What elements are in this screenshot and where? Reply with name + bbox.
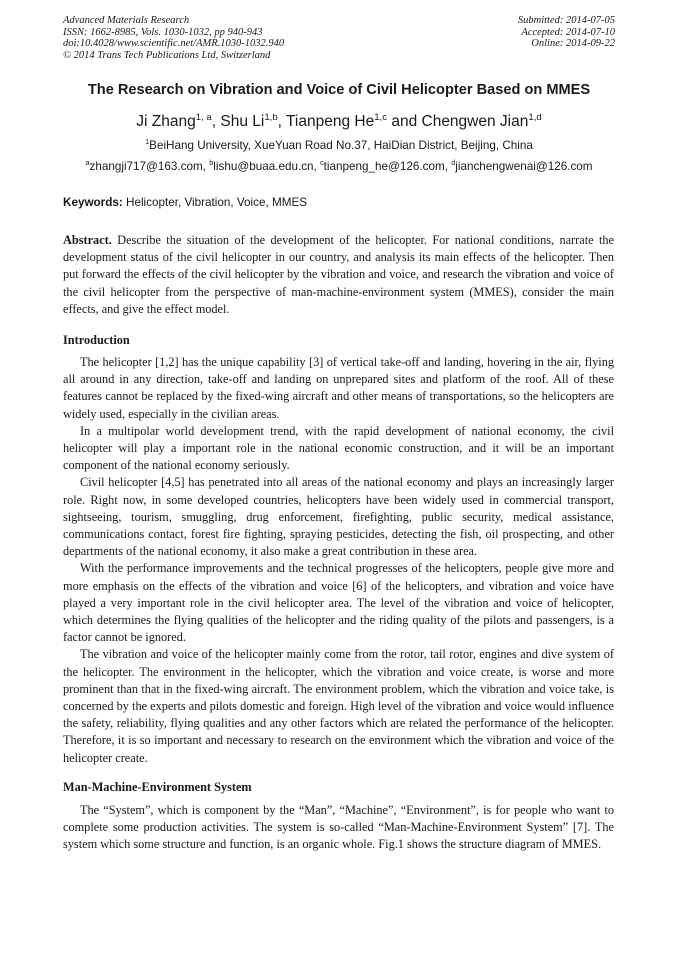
author-name: Chengwen Jian bbox=[421, 113, 529, 130]
author-list bbox=[0, 113, 678, 131]
author-separator: , bbox=[211, 113, 221, 130]
keywords bbox=[63, 196, 307, 209]
affiliation-text: BeiHang University, XueYuan Road No.37, HaiDian District, Beijing, China bbox=[149, 139, 533, 152]
email-address[interactable]: tianpeng_he@126.com bbox=[323, 160, 445, 173]
email-mark: d bbox=[451, 158, 456, 168]
affiliation bbox=[0, 139, 678, 152]
email-list bbox=[0, 160, 678, 173]
introduction-body bbox=[63, 354, 614, 767]
journal-name: Advanced Materials Research bbox=[63, 15, 190, 26]
email-separator: , bbox=[444, 160, 452, 173]
paragraph: The “System”, which is component by the “Man”, “Machine”, “Environment”, is for people who want to complete some production activities. The system is so-called “Man-Machine-Environment System” [7]. The system which some structure and function, is an organic whole. Fig.1 shows the structure diagram of MMES. bbox=[63, 803, 614, 852]
email-mark: a bbox=[85, 158, 90, 168]
email-address[interactable]: zhangji717@163.com bbox=[89, 160, 203, 173]
paragraph: In a multipolar world development trend, with the rapid development of national economy, the civil helicopter will play a important role in the national economic construction, and it will be an important component of the national economy seriously. bbox=[63, 423, 614, 473]
journal-info bbox=[63, 15, 284, 61]
email-separator: , bbox=[202, 160, 210, 173]
abstract-paragraph bbox=[63, 232, 614, 318]
email-address[interactable]: lishu@buaa.edu.cn bbox=[213, 160, 314, 173]
issn-line: ISSN: 1662-8985, Vols. 1030-1032, pp 940-943 bbox=[63, 26, 263, 38]
author-separator: and bbox=[387, 113, 422, 130]
doi-line: doi:10.4028/www.scientific.net/AMR.1030-1032.940 bbox=[63, 38, 285, 49]
email-mark: c bbox=[320, 158, 324, 168]
author-affil-mark: 1, a bbox=[195, 111, 212, 123]
section-heading-introduction: Introduction bbox=[63, 333, 130, 347]
mmes-body bbox=[63, 802, 614, 854]
paragraph: Civil helicopter [4,5] has penetrated into all areas of the national economy and plays an increasingly larger role. Right now, in some developed countries, helicopters have been widely used in commercial transport, sightseeing, tourism, smuggling, drug enforcement, firefighting, public security, medical assistance, communications contact, forest fire fighting, spraying pesticides, detecting the fish, oil prospecting, and other departments of the national economy, it also make a great contribution in these area. bbox=[63, 475, 614, 559]
section-heading-mmes: Man-Machine-Environment System bbox=[63, 780, 252, 794]
author-name: Shu Li bbox=[220, 113, 265, 130]
abstract-label: Abstract. bbox=[63, 233, 112, 247]
dates-info bbox=[518, 15, 615, 50]
author-name: Tianpeng He bbox=[286, 113, 375, 130]
author-affil-mark: 1,b bbox=[264, 111, 278, 123]
email-separator: , bbox=[313, 160, 321, 173]
paragraph: With the performance improvements and the technical progresses of the helicopters, people give more and more emphasis on the effects of the vibration and voice [6] of the helicopters, and vibration and voice have played a very important role in the civil helicopter area. The level of the vibration and voice of helicopter, which determines the flying qualities of the helicopter and the riding quality of the pilots and passengers, is a factor cannot be ignored. bbox=[63, 561, 614, 645]
online-date: Online: 2014-09-22 bbox=[531, 38, 615, 49]
abstract bbox=[63, 232, 614, 318]
email-address[interactable]: jianchengwenai@126.com bbox=[455, 160, 593, 173]
accepted-date: Accepted: 2014-07-10 bbox=[521, 26, 615, 38]
submitted-date: Submitted: 2014-07-05 bbox=[517, 15, 615, 26]
keywords-text: Helicopter, Vibration, Voice, MMES bbox=[122, 196, 308, 209]
author-affil-mark: 1,d bbox=[528, 111, 542, 123]
author-affil-mark: 1,c bbox=[374, 111, 388, 123]
email-mark: b bbox=[209, 158, 214, 168]
author-separator: , bbox=[277, 113, 287, 130]
abstract-text: Describe the situation of the development of the helicopter. For national conditions, narrate the development status of the civil helicopter in our country, and analysis its main effects of the helicopter. Then put forward the effects of the civil helicopter by the vibration and voice, and research the vibration and voice of the civil helicopter from the perspective of man-machine-environment system (MMES), consider the main effects, and give the effect model. bbox=[63, 233, 614, 316]
copyright-line: © 2014 Trans Tech Publications Ltd, Switzerland bbox=[63, 49, 271, 61]
keywords-label: Keywords: bbox=[63, 196, 123, 209]
paragraph: The helicopter [1,2] has the unique capability [3] of vertical take-off and landing, hovering in the air, flying all around in any direction, take-off and landing on unprepared sites and platform of the roof. All of these features cannot be replaced by the fixed-wing aircraft and other means of transportations, so the helicopters are widely used, especially in the civilian areas. bbox=[63, 355, 614, 421]
author-name: Ji Zhang bbox=[136, 113, 196, 130]
affiliation-mark: 1 bbox=[145, 137, 150, 147]
paragraph: The vibration and voice of the helicopter mainly come from the rotor, tail rotor, engines and dive system of the helicopter. The environment in the helicopter, which the vibration and voice create, is worse and more prominent than that in the fixed-wing aircraft. The environment problem, which the vibration and voice take, is concerned by the experts and pilots domestic and foreign. High level of the vibration and voice would influence the safety, reliability, flying qualities and any other factors which are related the performance of the helicopter. Therefore, it is so important and necessary to research on the environment which the vibration and voice of the helicopter create. bbox=[63, 647, 614, 765]
paper-title: The Research on Vibration and Voice of Civil Helicopter Based on MMES bbox=[87, 82, 591, 98]
